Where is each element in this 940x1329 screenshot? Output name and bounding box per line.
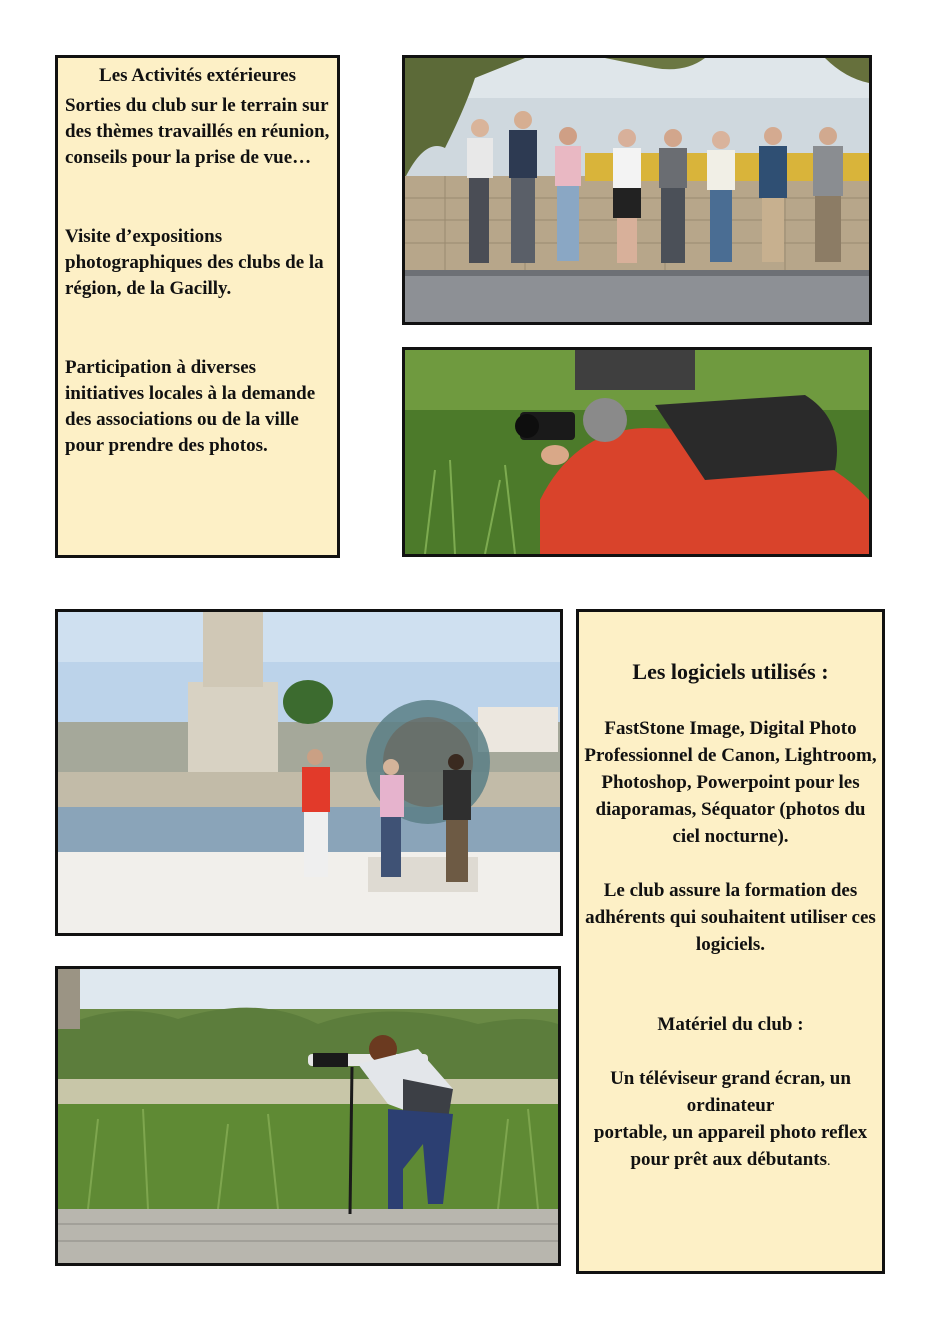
activities-paragraph: Visite d’expositions photographiques des clubs de la région, de la Gacilly.: [65, 226, 324, 299]
telephoto-photographer-photo: [55, 966, 561, 1266]
software-title: Les logiciels utilisés :: [632, 659, 829, 684]
group-photo: [402, 55, 872, 325]
software-list: FastStone Image, Digital Photo Professionnel de Canon, Lightroom, Photoshop, Powerpoint pour les diaporamas, Séquator (photos du ciel nocturne).: [584, 718, 877, 847]
equipment-period: .: [827, 1154, 831, 1169]
software-box: [576, 609, 885, 1274]
activities-paragraph: Sorties du club sur le terrain sur des thèmes travaillés en réunion, conseils pour la prise de vue…: [65, 95, 330, 168]
equipment-title: Matériel du club :: [657, 1014, 804, 1035]
tower-globe-photo: [55, 609, 563, 936]
equipment-text: [579, 1065, 882, 1175]
grass-photographer-photo: [402, 347, 872, 557]
activities-box: [55, 55, 340, 558]
activities-title: Les Activités extérieures: [99, 65, 296, 86]
equipment-line-1: Un téléviseur grand écran, un ordinateur: [610, 1068, 851, 1116]
activities-paragraph: Participation à diverses initiatives locales à la demande des associations ou de la ville pour prendre des photos.: [65, 357, 316, 456]
training-text: Le club assure la formation des adhérents qui souhaitent utiliser ces logiciels.: [585, 880, 876, 955]
equipment-line-2: portable, un appareil photo reflex pour prêt aux débutants: [593, 1122, 868, 1170]
